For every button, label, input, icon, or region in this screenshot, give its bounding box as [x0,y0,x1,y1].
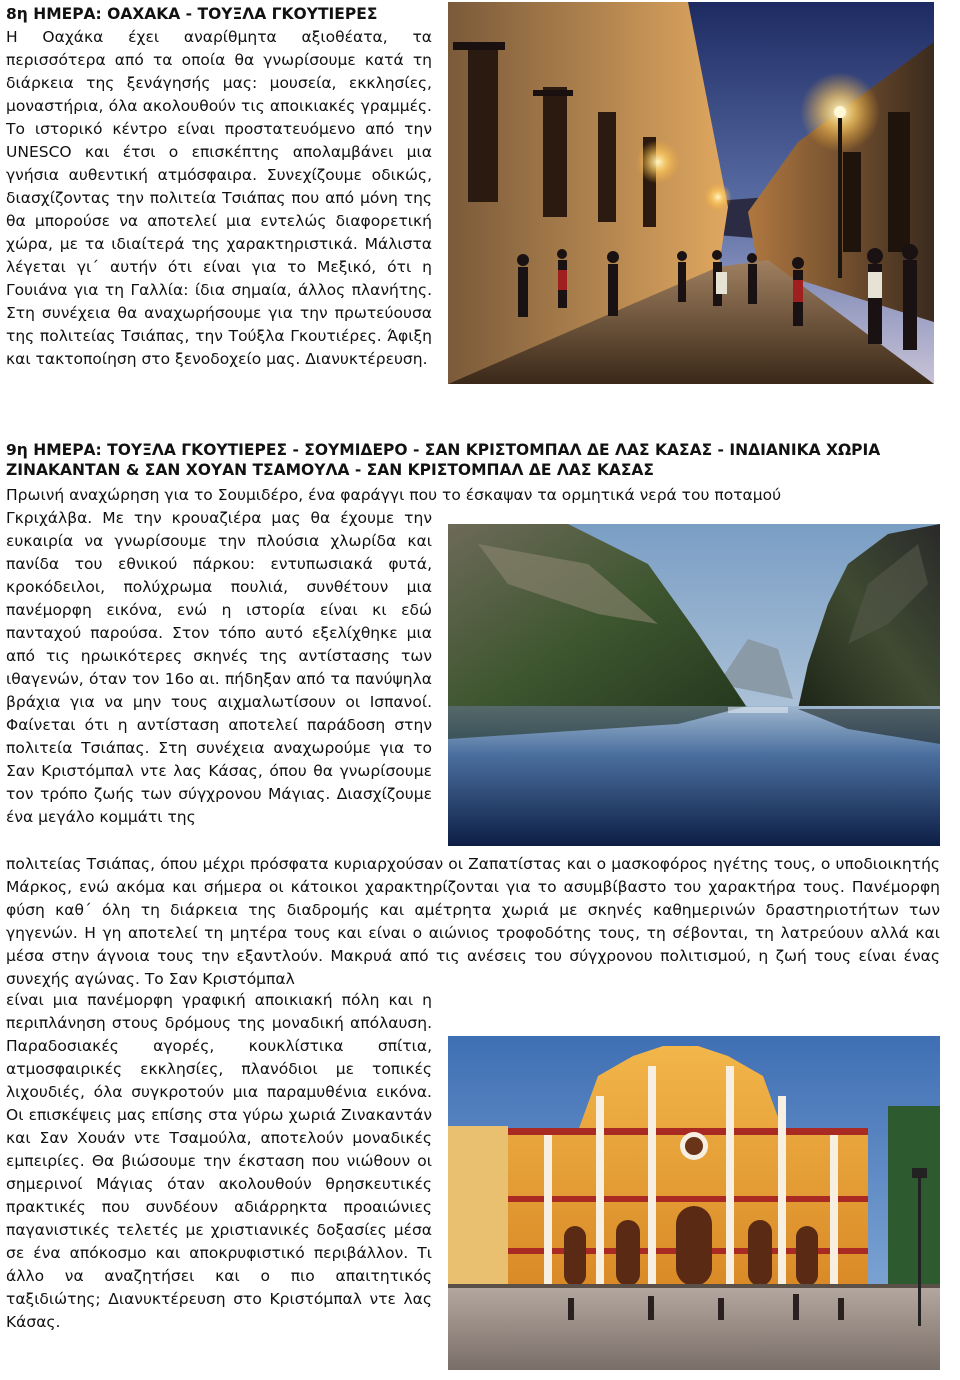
day9-heading: 9η ΗΜΕΡΑ: ΤΟΥΞΛΑ ΓΚΟΥΤΙΕΡΕΣ - ΣΟΥΜΙΔΕΡΟ - ΣΑΝ ΚΡΙΣΤΟΜΠΑΛ ΔΕ ΛΑΣ ΚΑΣΑΣ - ΙΝΔΙΑΝΙΚΑ ΧΩΡΙΑ ΖΙΝΑΚΑΝΤΑΝ & ΣΑΝ ΧΟΥΑΝ ΤΣΑΜΟΥΛΑ - ΣΑΝ ΚΡΙΣΤΟΜΠΑΛ ΔΕ ΛΑΣ ΚΑΣΑΣ [6,441,881,479]
day9-canyon-description: Γκριχάλβα. Με την κρουαζιέρα μας θα έχουμε την ευκαιρία να γνωρίσουμε την πλούσια χλωρίδα και πανίδα του εθνικού πάρκου: εντυπωσιακά φυτά, κροκόδειλοι, πολύχρωμα πουλιά, συνθέτουν μια πανέμορφη εικόνα, ενώ η ιστορία είναι κι εδώ πανταχού παρούσα. Στον τόπο αυτό εξελίχθηκε μια από τις ηρωικότερες σκηνές της αντίστασης των ιθαγενών, όταν τον 16ο αι. πήδηξαν από τα πανύψηλα βράχια για να μην τους αιχμαλωτίσουν οι Ισπανοί. Φαίνεται ότι η αντίσταση αποτελεί παράδοση στην πολιτεία Τσιάπας. Στη συνέχεια αναχωρούμε για το Σαν Κριστόμπαλ ντε λας Κάσας, όπου θα γνωρίσουμε τον τρόπο ζωής των σύγχρονου Μάγιας. Διασχίζουμε ένα μεγάλο κομμάτι της [6,509,432,826]
day8-heading: 8η ΗΜΕΡΑ: ΟΑΧΑΚΑ - ΤΟΥΞΛΑ ΓΚΟΥΤΙΕΡΕΣ [6,5,378,23]
colonial-street-photo [448,2,934,384]
cathedral-photo [448,1036,940,1370]
day8-description: Η Οαχάκα έχει αναρίθμητα αξιοθέατα, τα περισσότερα από τα οποία θα γνωρίσουμε κατά τη διάρκεια της ξενάγησής μας: μουσεία, εκκλησίες, μοναστήρια, όλα ακολουθούν τις αποικιακές γραμμές. Το ιστορικό κέντρο είναι προστατευόμενο από την UNESCO και έτσι ο επισκέπτης απολαμβάνει μια γνήσια αυθεντική ατμόσφαιρα. Συνεχίζουμε οδικώς, διασχίζοντας την πολιτεία Τσιάπας που από μόνη της θα μπορούσε να αποτελεί μια εντελώς διαφορετική χώρα, με τα ιδιαίτερά της χαρακτηριστικά. Μάλιστα λέγεται γι΄ αυτήν ότι είναι για το Μεξικό, ότι η Γουιάνα για τη Γαλλία: ίδια σημαία, άλλος πλανήτης. Στη συνέχεια θα αναχωρήσουμε για την πρωτεύουσα της πολιτείας Τσιάπας, την Τούξλα Γκουτιέρες. Άφιξη και τακτοποίηση στο ξενοδοχείο μας. Διανυκτέρευση. [6,28,432,368]
day9-intro-line: Πρωινή αναχώρηση για το Σουμιδέρο, ένα φαράγγι που το έσκαψαν τα ορμητικά νερά του ποταμού [6,486,782,504]
day9-chiapas-description: πολιτείας Τσιάπας, όπου μέχρι πρόσφατα κυριαρχούσαν οι Ζαπατίστας και ο μασκοφόρος ηγέτης τους, ο υποδιοικητής Μάρκος, ενώ ακόμα και σήμερα οι κάτοικοι χαρακτηρίζονται για το ασυμβίβαστο του χαρακτήρα τους. Πανέμορφη φύση καθ΄ όλη τη διάρκεια της διαδρομής και αμέτρητα χωριά με σκηνές καθημερινών δραστηριοτήτων των γηγενών. Η γη αποτελεί τη μητέρα τους και είναι ο αιώνιος τροφοδότης τους, τη σέβονται, τη λατρεύουν αλλά και μέσα στην άγνοια τους την εξαντλούν. Μακρυά από τις ανέσεις του σύγχρονου πολιτισμού, η ζωή τους είναι ένας συνεχής αγώνας. Το Σαν Κριστόμπαλ [6,855,940,988]
day9-san-cristobal-description: είναι μια πανέμορφη γραφική αποικιακή πόλη και η περιπλάνηση στους δρόμους της μοναδική απόλαυση. Παραδοσιακές αγορές, κουκλίστικα σπίτια, ατμοσφαιρικές εκκλησίες, πλανόδιοι με τοπικές λιχουδιές, όλα συγκροτούν μια παραμυθένια εικόνα. Οι επισκέψεις μας επίσης στα γύρω χωριά Ζινακαντάν και Σαν Χουάν ντε Τσαμούλα, αποτελούν μοναδικές εμπειρίες. Θα βιώσουμε την έκσταση που νιώθουν οι σημερινοί Μάγιας όταν ακολουθούν θρησκευτικές πρακτικές που συνδέουν αδιάρρηκτα προαιώνιες παγανιστικές τελετές με χριστιανικές δοξασίες μέσα σε ένα απόκοσμο και αποκρυφιστικό περιβάλλον. Τι άλλο να αναζητήσει και ο πιο απαιτητικός ταξιδιώτης; Διανυκτέρευση στο Κριστόμπαλ ντε λας Κάσας. [6,991,432,1331]
sumidero-canyon-photo [448,524,940,846]
